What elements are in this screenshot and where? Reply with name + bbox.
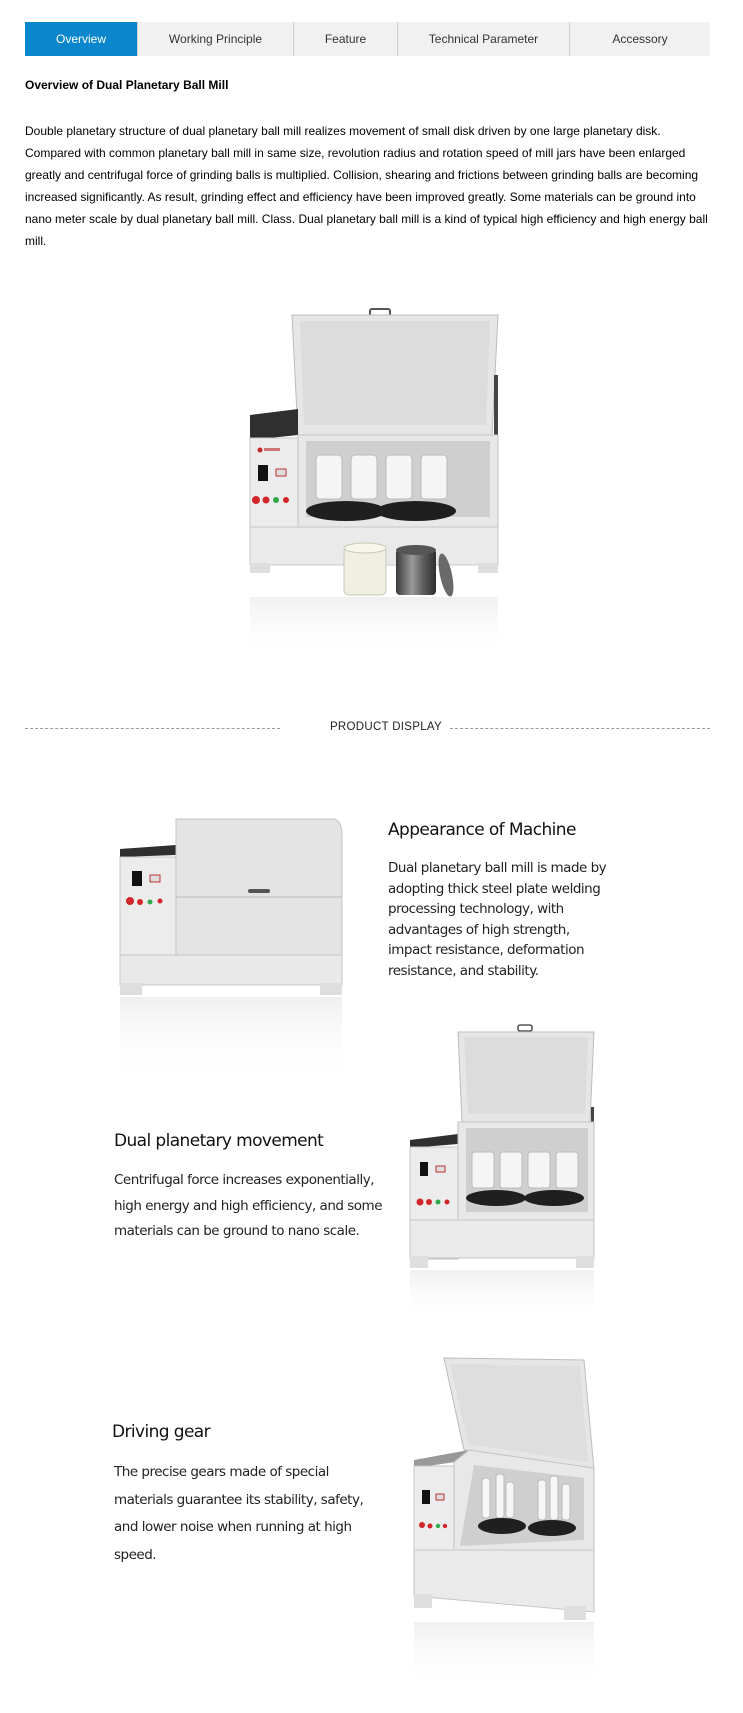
tab-feature[interactable]: Feature <box>293 22 397 56</box>
overview-paragraph: Double planetary structure of dual planetary ball mill realizes movement of small disk driven by one large planetary disk. Compared with common planetary ball mill in same size, revolution radius and rotation speed of mill jars have been enlarged greatly and centrifugal force of grinding balls is multiplied. Collision, shearing and frictions between grinding balls are becoming increased significantly. As result, grinding effect and efficiency have been improved greatly. Some materials can be ground into nano meter scale by dual planetary ball mill. Class. Dual planetary ball mill is a kind of typical high efficiency and high energy ball mill. <box>25 124 708 248</box>
section-divider <box>25 720 710 736</box>
body-line: high energy and high efficiency, and some <box>114 1197 382 1214</box>
product-image-open-with-jars <box>240 305 520 665</box>
divider-line-left <box>25 728 280 729</box>
section-body-dual-planetary-movement <box>114 1168 382 1245</box>
body-line: Centrifugal force increases exponentially, <box>114 1172 374 1188</box>
product-image-open-machine <box>408 1022 598 1322</box>
overview-heading: Overview of Dual Planetary Ball Mill <box>25 78 229 92</box>
body-line: Dual planetary ball mill is made by <box>388 860 607 876</box>
tab-bar <box>25 22 710 56</box>
section-body-driving-gear <box>114 1459 363 1569</box>
product-image-open-machine-gears <box>384 1350 599 1690</box>
body-line: adopting thick steel plate welding <box>388 880 601 897</box>
section-body-appearance <box>388 858 606 982</box>
body-line: resistance, and stability. <box>388 962 539 979</box>
body-line: materials can be ground to nano scale. <box>114 1223 360 1239</box>
divider-label: PRODUCT DISPLAY <box>329 721 443 733</box>
divider-line-right <box>450 728 710 729</box>
body-line: and lower noise when running at high <box>114 1519 352 1535</box>
product-image-closed-machine <box>116 815 346 1085</box>
tab-overview[interactable]: Overview <box>25 22 137 56</box>
body-line: The precise gears made of special <box>114 1464 329 1480</box>
body-line: materials guarantee its stability, safety, <box>114 1491 364 1508</box>
tab-technical-parameter[interactable]: Technical Parameter <box>397 22 569 56</box>
tab-working-principle[interactable]: Working Principle <box>137 22 293 56</box>
body-line: impact resistance, deformation <box>388 942 585 959</box>
body-line: advantages of high strength, <box>388 921 570 938</box>
section-title-driving-gear: Driving gear <box>112 1422 211 1442</box>
body-line: processing technology, with <box>388 901 564 918</box>
section-title-dual-planetary-movement: Dual planetary movement <box>114 1131 324 1151</box>
body-line: speed. <box>114 1546 157 1563</box>
section-title-appearance: Appearance of Machine <box>388 820 576 840</box>
tab-accessory[interactable]: Accessory <box>569 22 710 56</box>
